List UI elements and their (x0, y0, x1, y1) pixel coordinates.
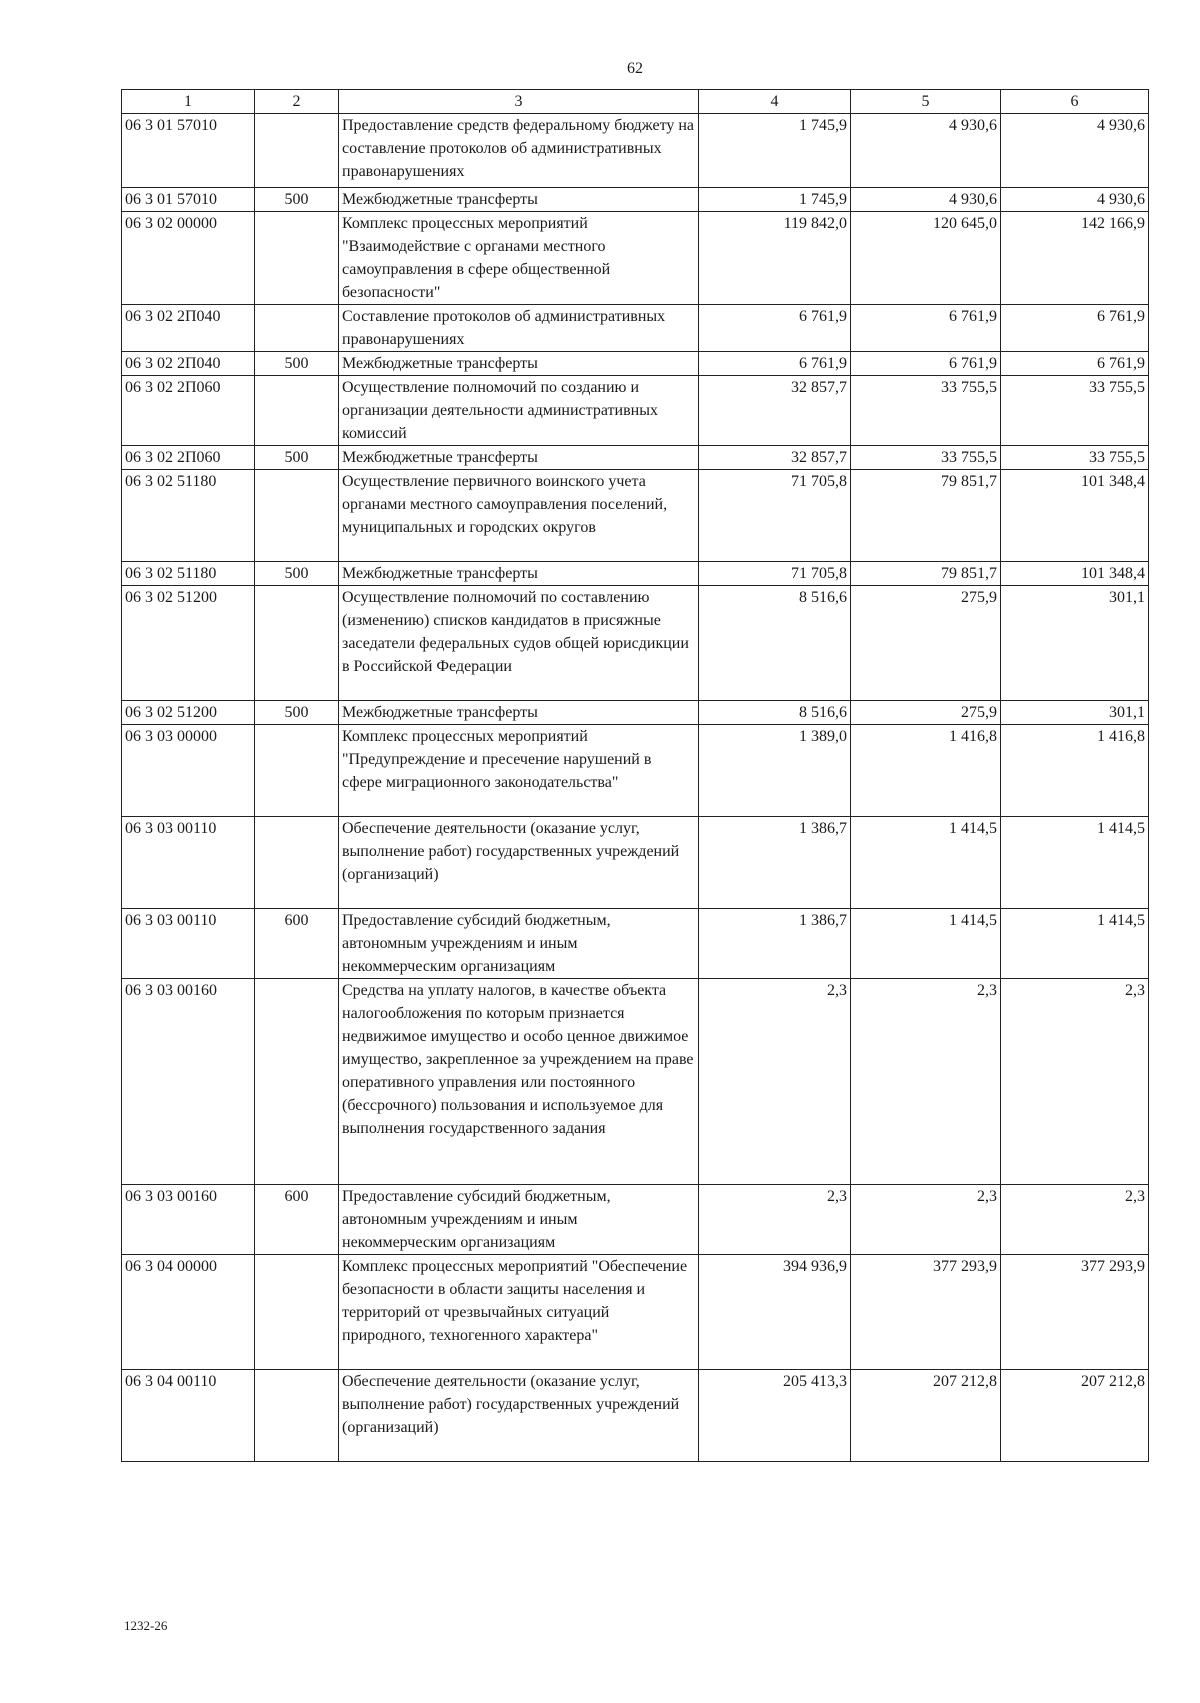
expense-item-name: Межбюджетные трансферты (339, 188, 699, 212)
table-row (122, 562, 1149, 586)
table-row (122, 1370, 1149, 1462)
table-row (122, 114, 1149, 188)
amount-column-5: 79 851,7 (851, 470, 1001, 562)
budget-classification-code: 06 3 01 57010 (122, 114, 255, 188)
table-row (122, 909, 1149, 979)
budget-classification-code: 06 3 02 51200 (122, 586, 255, 701)
amount-column-4: 1 745,9 (699, 114, 851, 188)
amount-column-4: 1 386,7 (699, 817, 851, 909)
amount-column-4: 6 761,9 (699, 352, 851, 376)
amount-column-6: 4 930,6 (1001, 188, 1149, 212)
table-row (122, 376, 1149, 446)
table-row (122, 212, 1149, 305)
amount-column-5: 1 414,5 (851, 817, 1001, 909)
budget-classification-code: 06 3 03 00110 (122, 817, 255, 909)
amount-column-4: 394 936,9 (699, 1255, 851, 1370)
expense-type-code: 600 (255, 909, 339, 979)
page-number: 62 (627, 60, 643, 77)
column-number-row (122, 90, 1149, 114)
table-row (122, 188, 1149, 212)
expense-item-name: Средства на уплату налогов, в качестве объекта налогообложения по которым признается недвижимое имущество и особо ценное движимое имущество, закрепленное за учреждением на праве оперативного управления или постоянного (бессрочного) пользования и используемое для выполнения государственного задания (339, 979, 699, 1185)
amount-column-6: 101 348,4 (1001, 470, 1149, 562)
amount-column-4: 2,3 (699, 979, 851, 1185)
expense-item-name: Межбюджетные трансферты (339, 562, 699, 586)
table-row (122, 725, 1149, 817)
expense-type-code (255, 1370, 339, 1462)
table-row (122, 446, 1149, 470)
amount-column-6: 301,1 (1001, 586, 1149, 701)
expense-item-name: Осуществление первичного воинского учета органами местного самоуправления поселений, муниципальных и городских округов (339, 470, 699, 562)
table-body (122, 114, 1149, 1462)
amount-column-6: 377 293,9 (1001, 1255, 1149, 1370)
amount-column-5: 33 755,5 (851, 446, 1001, 470)
amount-column-4: 71 705,8 (699, 562, 851, 586)
expense-item-name: Предоставление субсидий бюджетным, автономным учреждениям и иным некоммерческим организациям (339, 1185, 699, 1255)
budget-classification-code: 06 3 02 00000 (122, 212, 255, 305)
amount-column-5: 207 212,8 (851, 1370, 1001, 1462)
budget-classification-code: 06 3 02 51180 (122, 562, 255, 586)
amount-column-6: 4 930,6 (1001, 114, 1149, 188)
amount-column-4: 6 761,9 (699, 305, 851, 352)
column-header-1: 1 (122, 90, 255, 114)
expense-item-name: Комплекс процессных мероприятий "Предупреждение и пресечение нарушений в сфере миграционного законодательства" (339, 725, 699, 817)
expense-item-name: Предоставление субсидий бюджетным, автономным учреждениям и иным некоммерческим организациям (339, 909, 699, 979)
amount-column-4: 1 386,7 (699, 909, 851, 979)
expense-item-name: Составление протоколов об административных правонарушениях (339, 305, 699, 352)
expense-type-code: 600 (255, 1185, 339, 1255)
budget-classification-code: 06 3 02 2П060 (122, 446, 255, 470)
expense-type-code: 500 (255, 701, 339, 725)
amount-column-5: 275,9 (851, 586, 1001, 701)
amount-column-5: 2,3 (851, 1185, 1001, 1255)
expense-type-code (255, 725, 339, 817)
budget-classification-code: 06 3 04 00000 (122, 1255, 255, 1370)
expense-type-code: 500 (255, 352, 339, 376)
expense-item-name: Осуществление полномочий по созданию и организации деятельности административных комиссий (339, 376, 699, 446)
table-row (122, 701, 1149, 725)
amount-column-4: 32 857,7 (699, 376, 851, 446)
expense-type-code: 500 (255, 188, 339, 212)
amount-column-5: 275,9 (851, 701, 1001, 725)
amount-column-5: 6 761,9 (851, 305, 1001, 352)
table-row (122, 352, 1149, 376)
budget-classification-code: 06 3 04 00110 (122, 1370, 255, 1462)
expense-item-name: Обеспечение деятельности (оказание услуг, выполнение работ) государственных учреждений (организаций) (339, 817, 699, 909)
amount-column-6: 33 755,5 (1001, 376, 1149, 446)
expense-type-code (255, 470, 339, 562)
expense-type-code: 500 (255, 562, 339, 586)
expense-item-name: Осуществление полномочий по составлению (изменению) списков кандидатов в присяжные заседатели федеральных судов общей юрисдикции в Российской Федерации (339, 586, 699, 701)
expense-item-name: Комплекс процессных мероприятий "Обеспечение безопасности в области защиты населения и территорий от чрезвычайных ситуаций природного, техногенного характера" (339, 1255, 699, 1370)
budget-classification-code: 06 3 01 57010 (122, 188, 255, 212)
amount-column-6: 101 348,4 (1001, 562, 1149, 586)
table-row (122, 979, 1149, 1185)
amount-column-6: 207 212,8 (1001, 1370, 1149, 1462)
budget-classification-code: 06 3 02 51200 (122, 701, 255, 725)
budget-classification-code: 06 3 02 2П040 (122, 352, 255, 376)
amount-column-5: 120 645,0 (851, 212, 1001, 305)
amount-column-6: 6 761,9 (1001, 352, 1149, 376)
amount-column-5: 2,3 (851, 979, 1001, 1185)
amount-column-6: 1 414,5 (1001, 909, 1149, 979)
expense-type-code: 500 (255, 446, 339, 470)
budget-classification-code: 06 3 03 00160 (122, 1185, 255, 1255)
expense-item-name: Обеспечение деятельности (оказание услуг, выполнение работ) государственных учреждений (организаций) (339, 1370, 699, 1462)
amount-column-6: 142 166,9 (1001, 212, 1149, 305)
budget-classification-code: 06 3 03 00160 (122, 979, 255, 1185)
footer-document-code: 1232-26 (124, 1618, 168, 1633)
table-row (122, 817, 1149, 909)
amount-column-4: 32 857,7 (699, 446, 851, 470)
amount-column-4: 1 389,0 (699, 725, 851, 817)
expense-type-code (255, 305, 339, 352)
expense-item-name: Межбюджетные трансферты (339, 446, 699, 470)
amount-column-5: 4 930,6 (851, 188, 1001, 212)
expense-item-name: Межбюджетные трансферты (339, 352, 699, 376)
amount-column-4: 119 842,0 (699, 212, 851, 305)
budget-classification-code: 06 3 02 2П060 (122, 376, 255, 446)
table-row (122, 1255, 1149, 1370)
amount-column-5: 33 755,5 (851, 376, 1001, 446)
expense-type-code (255, 817, 339, 909)
column-header-6: 6 (1001, 90, 1149, 114)
expense-type-code (255, 212, 339, 305)
table-row (122, 305, 1149, 352)
amount-column-4: 71 705,8 (699, 470, 851, 562)
expense-type-code (255, 1255, 339, 1370)
column-header-4: 4 (699, 90, 851, 114)
column-header-3: 3 (339, 90, 699, 114)
amount-column-5: 1 414,5 (851, 909, 1001, 979)
amount-column-6: 301,1 (1001, 701, 1149, 725)
table-row (122, 1185, 1149, 1255)
budget-classification-code: 06 3 02 51180 (122, 470, 255, 562)
budget-classification-code: 06 3 03 00000 (122, 725, 255, 817)
amount-column-6: 1 416,8 (1001, 725, 1149, 817)
amount-column-5: 6 761,9 (851, 352, 1001, 376)
budget-classification-code: 06 3 03 00110 (122, 909, 255, 979)
expense-item-name: Межбюджетные трансферты (339, 701, 699, 725)
amount-column-5: 79 851,7 (851, 562, 1001, 586)
amount-column-4: 1 745,9 (699, 188, 851, 212)
expense-type-code (255, 586, 339, 701)
amount-column-4: 8 516,6 (699, 586, 851, 701)
amount-column-6: 2,3 (1001, 979, 1149, 1185)
amount-column-6: 1 414,5 (1001, 817, 1149, 909)
expense-type-code (255, 114, 339, 188)
expense-type-code (255, 376, 339, 446)
amount-column-5: 1 416,8 (851, 725, 1001, 817)
amount-column-4: 205 413,3 (699, 1370, 851, 1462)
expense-item-name: Предоставление средств федеральному бюджету на составление протоколов об административных правонарушениях (339, 114, 699, 188)
budget-classification-code: 06 3 02 2П040 (122, 305, 255, 352)
amount-column-4: 2,3 (699, 1185, 851, 1255)
expense-type-code (255, 979, 339, 1185)
column-header-5: 5 (851, 90, 1001, 114)
amount-column-6: 33 755,5 (1001, 446, 1149, 470)
budget-table (121, 89, 1149, 1462)
amount-column-6: 6 761,9 (1001, 305, 1149, 352)
expense-item-name: Комплекс процессных мероприятий "Взаимодействие с органами местного самоуправления в сфере общественной безопасности" (339, 212, 699, 305)
table-row (122, 586, 1149, 701)
amount-column-5: 4 930,6 (851, 114, 1001, 188)
amount-column-5: 377 293,9 (851, 1255, 1001, 1370)
column-header-2: 2 (255, 90, 339, 114)
table-row (122, 470, 1149, 562)
amount-column-4: 8 516,6 (699, 701, 851, 725)
amount-column-6: 2,3 (1001, 1185, 1149, 1255)
